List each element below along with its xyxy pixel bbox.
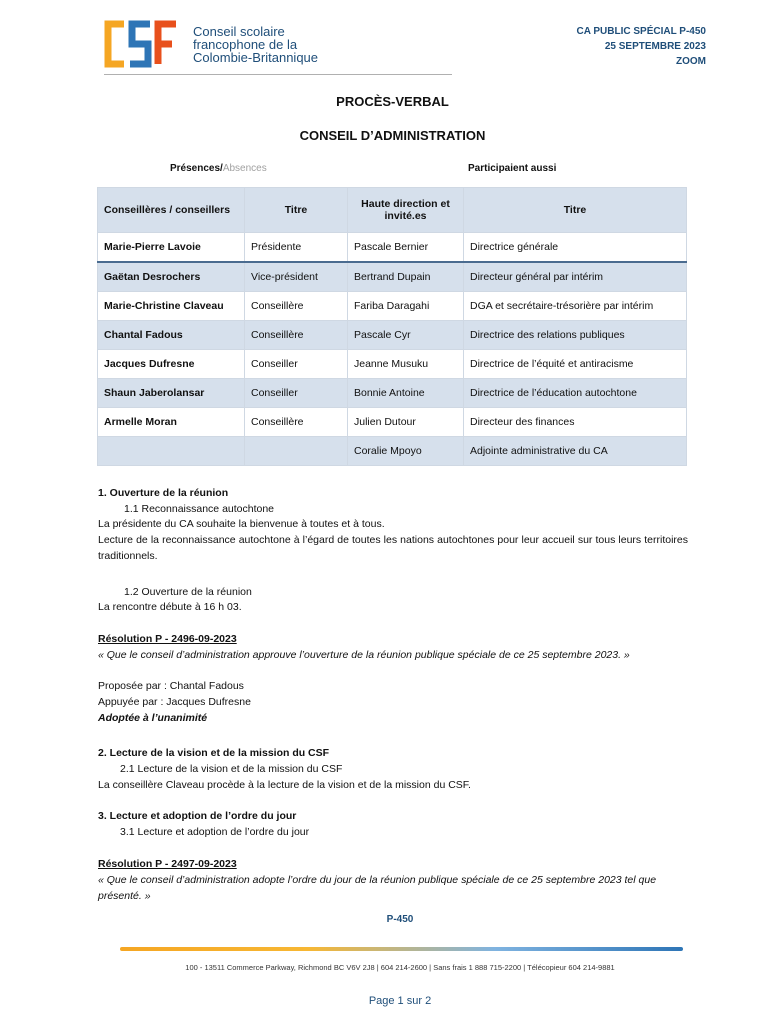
doc-title: PROCÈS-VERBAL <box>336 94 449 109</box>
table-row <box>98 379 687 408</box>
guest-title: Directrice de l’éducation autochtone <box>464 379 687 408</box>
guest-title: Adjointe administrative du CA <box>464 437 687 466</box>
councillor-name: Jacques Dufresne <box>98 350 245 379</box>
attendance-table <box>97 187 687 466</box>
guest-title: Directrice des relations publiques <box>464 321 687 350</box>
councillor-title: Conseillère <box>245 408 348 437</box>
councillor-name: Gaëtan Desrochers <box>98 262 245 292</box>
councillor-name: Chantal Fadous <box>98 321 245 350</box>
resolution-2-title: Résolution P - 2497-09-2023 <box>98 858 237 870</box>
resolution-1-title: Résolution P - 2496-09-2023 <box>98 633 237 645</box>
councillor-name: Marie-Christine Claveau <box>98 292 245 321</box>
guest-title: Directeur des finances <box>464 408 687 437</box>
header-divider <box>104 74 452 75</box>
footer-address: 100 - 13511 Commerce Parkway, Richmond BC V6V 2J8 | 604 214-2600 | Sans frais 1 888 715-2200 | Télécopieur 604 214-9881 <box>185 963 615 972</box>
subsection-1-2: 1.2 Ouverture de la réunion <box>124 586 252 598</box>
councillor-name: Armelle Moran <box>98 408 245 437</box>
guest-name: Coralie Mpoyo <box>348 437 464 466</box>
councillor-title: Vice-président <box>245 262 348 292</box>
footer-color-bar <box>120 947 683 951</box>
guest-name: Pascale Cyr <box>348 321 464 350</box>
subsection-3-1: 3.1 Lecture et adoption de l’ordre du jour <box>120 826 310 838</box>
councillor-title <box>245 437 348 466</box>
header-management: Haute direction et invité.es <box>348 188 464 233</box>
presences-word: Présences/ <box>170 163 223 174</box>
guest-name: Jeanne Musuku <box>348 350 464 379</box>
table-row <box>98 321 687 350</box>
guest-name: Bonnie Antoine <box>348 379 464 408</box>
presences-label <box>170 163 267 174</box>
meeting-code: CA PUBLIC SPÉCIAL P-450 <box>576 26 706 37</box>
guest-title: Directrice générale <box>464 233 687 263</box>
also-present-label: Participaient aussi <box>468 163 557 174</box>
org-line-3: Colombie-Britannique <box>193 50 319 65</box>
header-title-2: Titre <box>464 188 687 233</box>
table-row <box>98 262 687 292</box>
section-2-heading: 2. Lecture de la vision et de la mission du CSF <box>98 747 330 759</box>
csf-logo <box>104 20 178 68</box>
table-row <box>98 437 687 466</box>
org-line-2: francophone de la <box>193 37 298 52</box>
councillor-name: Marie-Pierre Lavoie <box>98 233 245 263</box>
meeting-date: 25 SEPTEMBRE 2023 <box>604 41 706 52</box>
councillor-title: Présidente <box>245 233 348 263</box>
councillor-title: Conseillère <box>245 321 348 350</box>
org-line-1: Conseil scolaire <box>193 24 285 39</box>
table-row <box>98 408 687 437</box>
councillor-name: Shaun Jaberolansar <box>98 379 245 408</box>
paragraph-vision: La conseillère Claveau procède à la lecture de la vision et de la mission du CSF. <box>98 779 471 791</box>
resolution-1-result: Adoptée à l’unanimité <box>98 712 208 724</box>
organization-name <box>193 25 318 64</box>
table-row <box>98 233 687 263</box>
paragraph-welcome: La présidente du CA souhaite la bienvenue à toutes et à tous. <box>98 518 385 530</box>
header-title: Titre <box>245 188 348 233</box>
doc-subtitle: CONSEIL D’ADMINISTRATION <box>299 128 486 143</box>
meeting-meta <box>577 24 706 69</box>
guest-title: Directrice de l’équité et antiracisme <box>464 350 687 379</box>
resolution-1-seconded: Appuyée par : Jacques Dufresne <box>98 696 251 708</box>
table-row <box>98 292 687 321</box>
councillor-title: Conseillère <box>245 292 348 321</box>
resolution-2-text: « Que le conseil d’administration adopte l’ordre du jour de la réunion publique spéciale de ce 25 septembre 2023 tel que présenté. » <box>98 874 657 902</box>
paragraph-acknowledgement: Lecture de la reconnaissance autochtone à l’égard de toutes les nations autochtones pour leur accueil sur tous leurs territoires traditionnels. <box>98 534 688 562</box>
guest-title: DGA et secrétaire-trésorière par intérim <box>464 292 687 321</box>
resolution-1-text: « Que le conseil d’administration approuve l’ouverture de la réunion publique spéciale de ce 25 septembre 2023. » <box>98 649 630 661</box>
subsection-2-1: 2.1 Lecture de la vision et de la mission du CSF <box>120 763 343 775</box>
guest-name: Bertrand Dupain <box>348 262 464 292</box>
subsection-1-1: 1.1 Reconnaissance autochtone <box>124 503 275 515</box>
paragraph-start-time: La rencontre débute à 16 h 03. <box>98 601 242 613</box>
guest-name: Julien Dutour <box>348 408 464 437</box>
councillor-name <box>98 437 245 466</box>
resolution-1-proposed: Proposée par : Chantal Fadous <box>98 680 244 692</box>
table-row <box>98 350 687 379</box>
section-3-heading: 3. Lecture et adoption de l’ordre du jour <box>98 810 297 822</box>
councillor-title: Conseiller <box>245 379 348 408</box>
page-number: Page 1 sur 2 <box>368 995 432 1007</box>
section-1-heading: 1. Ouverture de la réunion <box>98 487 229 499</box>
councillor-title: Conseiller <box>245 350 348 379</box>
guest-title: Directeur général par intérim <box>464 262 687 292</box>
footer-meeting-code: P-450 <box>386 914 414 925</box>
meeting-location: ZOOM <box>676 56 706 67</box>
header-councillors: Conseillères / conseillers <box>98 188 245 233</box>
guest-name: Fariba Daragahi <box>348 292 464 321</box>
guest-name: Pascale Bernier <box>348 233 464 263</box>
absences-word: Absences <box>222 163 267 174</box>
table-header-row <box>98 188 687 233</box>
